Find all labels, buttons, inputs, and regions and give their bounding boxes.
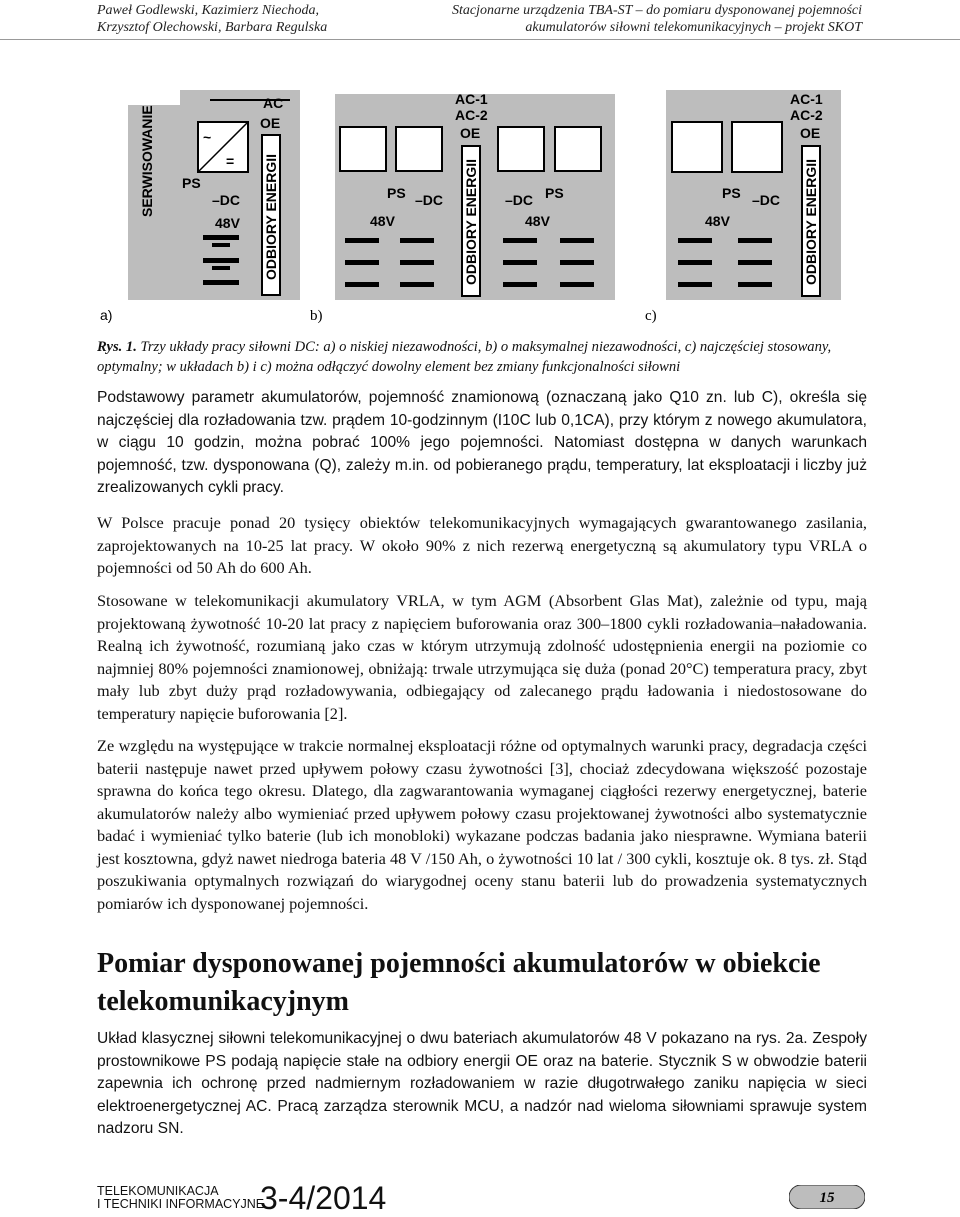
paragraph-1-text: Podstawowy parametr akumulatorów, pojemność znamionową (oznaczaną jako Q10 zn. lub C), określa się najczęściej dla rozładowania tzw. prądem 10-godzinnym (I10C lub 0,1CA), przy którym z nowego akumulatora, w ciągu 10 godzin, można pobrać 100% jego pojemności. Natomiast dostępna w danych warunkach pojemność, tzw. dysponowana (Q), zależy m.in. od pobieranego prądu, temperatury, lat eksploatacji i liczby już zrealizowanych cykli pracy. — [97, 389, 867, 496]
header-rule — [0, 39, 960, 40]
panel-c-ps-label: PS — [722, 185, 741, 201]
panel-b-48v-left: 48V — [370, 213, 395, 229]
panel-c-48v-label: 48V — [705, 213, 730, 229]
panel-a-oe-label: OE — [260, 115, 281, 131]
panel-b-loads-label: ODBIORY ENERGII — [463, 158, 479, 285]
section-paragraph — [97, 1028, 867, 1141]
header-authors — [97, 2, 327, 36]
page-number-badge — [789, 1185, 865, 1209]
running-header — [0, 0, 960, 40]
panel-b-ps-label-left: PS — [387, 185, 406, 201]
panel-b-48v-right: 48V — [525, 213, 550, 229]
panel-b-ac2-label: AC-2 — [455, 107, 488, 123]
panel-b-label: b) — [310, 308, 323, 324]
section-paragraph-text: Układ klasycznej siłowni telekomunikacyjnej o dwu bateriach akumulatorów 48 V pokazano na rys. 2a. Zespoły prostownikowe PS podają napięcie stałe na odbiory energii OE oraz na baterie. Stycznik S w obwodzie baterii zapewnia ich ochronę przed nadmiernym rozładowaniem w razie długotrwałego zaniku napięcia w sieci elektroenergetycznej AC. Pracą zarządza sterownik MCU, a nadzór nad wieloma siłowniami sprawuje system nadzoru SN. — [97, 1030, 867, 1137]
paragraph-3 — [97, 590, 867, 725]
panel-a-ps-label: PS — [182, 175, 201, 191]
issue-number: 3-4/2014 — [260, 1180, 387, 1216]
panel-b-oe-label: OE — [460, 125, 481, 141]
panel-a-service-bg — [128, 105, 184, 300]
journal-line1: TELEKOMUNIKACJA — [97, 1184, 219, 1198]
header-authors-line1: Paweł Godlewski, Kazimierz Niechoda, — [97, 3, 320, 18]
panel-c-ac1-label: AC-1 — [790, 91, 823, 107]
section-heading: Pomiar dysponowanej pojemności akumulatorów w obiekcie telekomunikacyjnym — [97, 948, 821, 1017]
panel-c — [645, 90, 841, 324]
figure-power-systems — [100, 80, 860, 325]
header-title — [452, 2, 862, 36]
header-authors-line2: Krzysztof Olechowski, Barbara Regulska — [97, 20, 328, 35]
panel-b-rect3 — [498, 127, 544, 171]
paragraph-4-text: Ze względu na występujące w trakcie normalnej eksploatacji różne od optymalnych warunki pracy, degradacja części baterii następuje nawet przed upływem połowy czasu żywotności [3], chociaż zdecydowana większość pozostaje sprawna do końca tego okresu. Dlatego, dla zagwarantowania wymaganej ciągłości rezerwy energetycznej, baterie akumulatorów należy albo wymieniać przed upływem połowy czasu projektowanej żywotności albo systematycznie badać i wymieniać tylko baterie (lub ich monobloki) wykazane podczas badania jako niesprawne. Wymiana baterii jest kosztowna, gdyż nawet niedroga bateria 48 V /150 Ah, o żywotności 10 lat / 300 cykli, kosztuje ok. 8 tys. zł. Stąd poszukiwania optymalnych rozwiązań do wiarygodnej oceny stanu baterii lub do prowadzenia systematycznych pomiarów ich dysponowanej pojemności. — [97, 736, 867, 913]
paragraph-2 — [97, 512, 867, 580]
figure-caption — [97, 337, 867, 377]
panel-a-ac-symbol: ~ — [203, 129, 212, 145]
panel-c-rect2 — [732, 122, 782, 172]
journal-line2: I TECHNIKI INFORMACYJNE — [97, 1197, 265, 1211]
paragraph-4 — [97, 735, 867, 915]
paragraph-2-text: W Polsce pracuje ponad 20 tysięcy obiektów telekomunikacyjnych wymagających gwarantowanego zasilania, zaprojektowanych na 10-25 lat pracy. W około 90% z nich rezerwą energetyczną są akumulatory typu VRLA o pojemności od 50 Ah do 600 Ah. — [97, 513, 867, 577]
panel-a-loads-label: ODBIORY ENERGII — [263, 153, 279, 280]
header-title-line2: akumulatorów siłowni telekomunikacyjnych – projekt SKOT — [525, 20, 862, 35]
panel-b-ps-label-right: PS — [545, 185, 564, 201]
panel-a-service-label: SERWISOWANIE — [139, 105, 155, 217]
panel-b — [310, 91, 615, 324]
panel-a-ac-label: AC — [263, 95, 284, 111]
panel-b-rect2 — [396, 127, 442, 171]
panel-a-dc-symbol: = — [226, 153, 235, 169]
caption-label: Rys. 1. — [97, 339, 137, 355]
header-title-line1: Stacjonarne urządzenia TBA-ST – do pomiaru dysponowanej pojemności — [451, 3, 862, 18]
panel-a — [100, 90, 300, 323]
journal-title — [97, 1185, 264, 1211]
panel-c-dc-label: –DC — [752, 192, 781, 208]
panel-a-label: a) — [100, 307, 113, 323]
panel-b-dc-label-left: –DC — [415, 192, 444, 208]
panel-b-rect1 — [340, 127, 386, 171]
panel-c-oe-label: OE — [800, 125, 821, 141]
panel-c-rect1 — [672, 122, 722, 172]
paragraph-1 — [97, 387, 867, 500]
panel-a-48v-label: 48V — [215, 215, 240, 231]
paragraph-3-text: Stosowane w telekomunikacji akumulatory VRLA, w tym AGM (Absorbent Glas Mat), zależnie od typu, mają projektowaną żywotność 10-20 lat pracy z napięciem buforowania oraz 300–1800 cykli rozładowania–naładowania. Realną ich żywotność, rozumianą jako czas w którym utrzymują zdolność udostępnienia energii na poziomie co najmniej 80% pojemności znamionowej, obniżają: trwale utrzymująca się duża (ponad 20°C) temperatura pracy, zbyt mały lub zbyt duży prąd rozładowywania, odbiegający od zalecanego prądu ładowania i niedostosowane do temperatury napięcie buforowania [2]. — [97, 591, 867, 723]
panel-a-dc-label: –DC — [212, 192, 241, 208]
caption-text: Trzy układy pracy siłowni DC: a) o niskiej niezawodności, b) o maksymalnej niezawodności, c) najczęściej stosowany, optymalny; w układach b) i c) można odłączyć dowolny element bez zmiany funkcjonalności siłowni — [97, 339, 832, 375]
panel-c-loads-label: ODBIORY ENERGII — [803, 158, 819, 285]
panel-b-rect4 — [555, 127, 601, 171]
page-number: 15 — [819, 1190, 835, 1206]
panel-c-label: c) — [645, 308, 657, 324]
panel-b-ac1-label: AC-1 — [455, 91, 488, 107]
panel-c-ac2-label: AC-2 — [790, 107, 823, 123]
panel-b-dc-label-right: –DC — [505, 192, 534, 208]
footer — [97, 1180, 867, 1216]
